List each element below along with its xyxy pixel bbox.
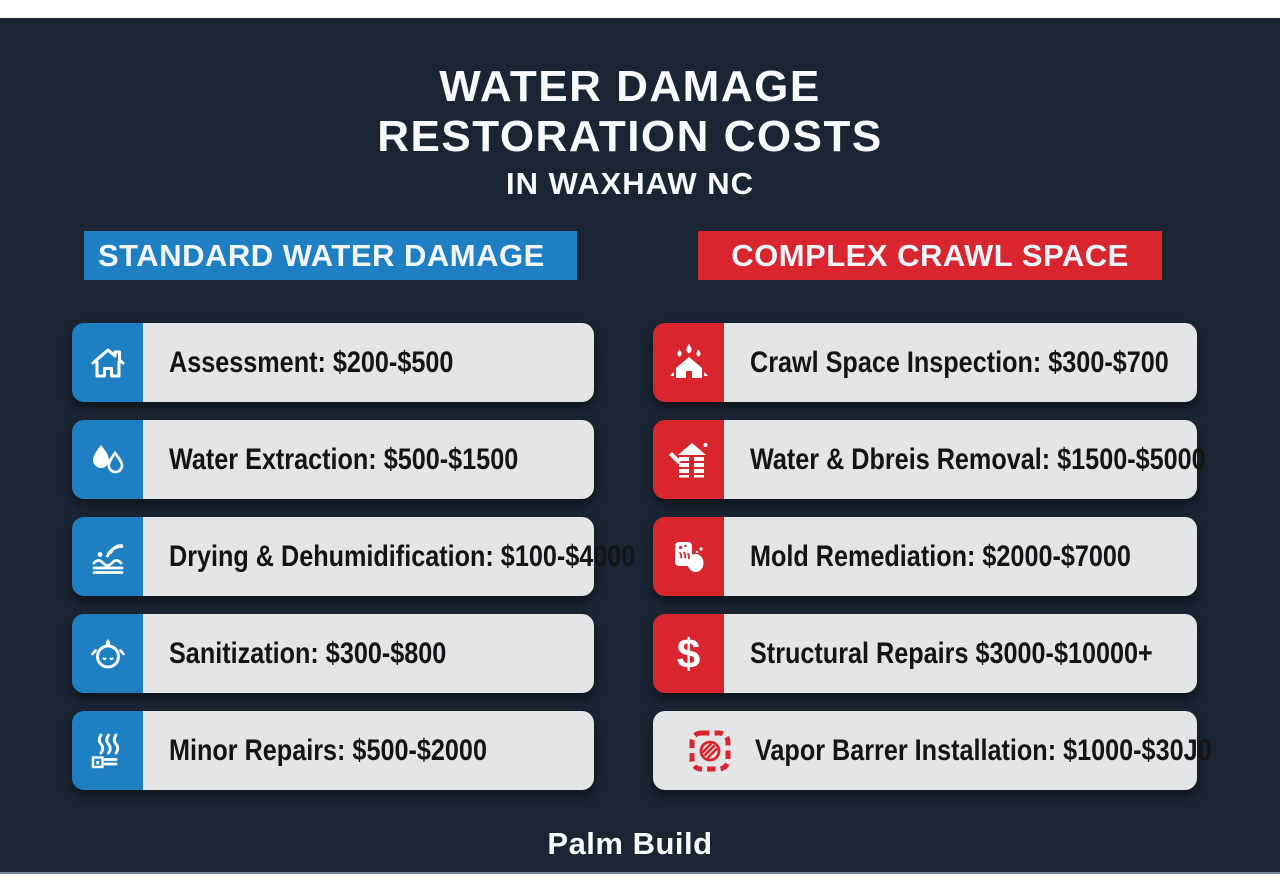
brand-footer: [0, 826, 1260, 862]
title-line-3: IN WAXHAW NC: [506, 166, 754, 201]
standard-header-label: STANDARD WATER DAMAGE: [98, 237, 545, 273]
drying-waves-icon: [72, 517, 143, 596]
cost-item-label: Water Extraction: $500-$1500: [169, 442, 519, 476]
cost-item-mold-remediation: [653, 517, 1197, 596]
standard-water-damage-header: [84, 231, 577, 280]
cost-item-minor-repairs: [72, 711, 594, 790]
mold-icon: [653, 517, 724, 596]
dollar-icon: [653, 614, 724, 693]
cost-item-card: [143, 517, 636, 596]
cost-item-card: [724, 323, 1197, 402]
complex-crawl-space-header: [698, 231, 1162, 280]
cost-item-label: Crawl Space Inspection: $300-$700: [750, 345, 1169, 379]
house-icon: [72, 323, 143, 402]
cost-item-water-extraction: [72, 420, 594, 499]
complex-header-label: COMPLEX CRAWL SPACE: [731, 237, 1129, 273]
brand-name: Palm Build: [547, 826, 713, 861]
cost-item-label: Assessment: $200-$500: [169, 345, 454, 379]
dollar-glyph: $: [676, 629, 701, 677]
cost-item-structural-repairs: [653, 614, 1197, 693]
page-title: [0, 62, 1260, 204]
vapor-barrier-icon: [687, 728, 733, 774]
cost-item-vapor-barrier-installation: [653, 711, 1212, 790]
cost-item-label: Sanitization: $300-$800: [169, 636, 447, 670]
cost-item-label: Water & Dbreis Removal: $1500-$5000: [750, 442, 1206, 476]
cost-item-label: Mold Remediation: $2000-$7000: [750, 539, 1131, 573]
cost-item-label: Vapor Barrer Installation: $1000-$30J0: [755, 733, 1212, 767]
title-line-1: WATER DAMAGE: [439, 62, 821, 111]
cost-item-drying-dehumidification: [72, 517, 636, 596]
house-bricks-icon: [653, 420, 724, 499]
cost-item-card: [143, 711, 594, 790]
title-line-2: RESTORATION COSTS: [377, 112, 883, 161]
cost-item-assessment: [72, 323, 594, 402]
cost-item-card: [143, 323, 594, 402]
cost-item-label: Drying & Dehumidification: $100-$4000: [169, 539, 636, 573]
water-drops-icon: [72, 420, 143, 499]
cost-item-card: [755, 733, 1212, 768]
house-flames-icon: [653, 323, 724, 402]
cost-item-crawl-space-inspection: [653, 323, 1197, 402]
dark-canvas: [0, 18, 1280, 874]
cost-item-label: Structural Repairs $3000-$10000+: [750, 636, 1153, 670]
steam-icon: [72, 711, 143, 790]
cost-item-card: [724, 614, 1197, 693]
cost-item-sanitization: [72, 614, 594, 693]
cost-item-card: [724, 517, 1197, 596]
cost-item-label: Minor Repairs: $500-$2000: [169, 733, 487, 767]
cost-item-card: [143, 614, 594, 693]
sanitization-spray-icon: [72, 614, 143, 693]
cost-item-card: [143, 420, 594, 499]
cost-item-card: [724, 420, 1206, 499]
cost-item-water-debris-removal: [653, 420, 1206, 499]
